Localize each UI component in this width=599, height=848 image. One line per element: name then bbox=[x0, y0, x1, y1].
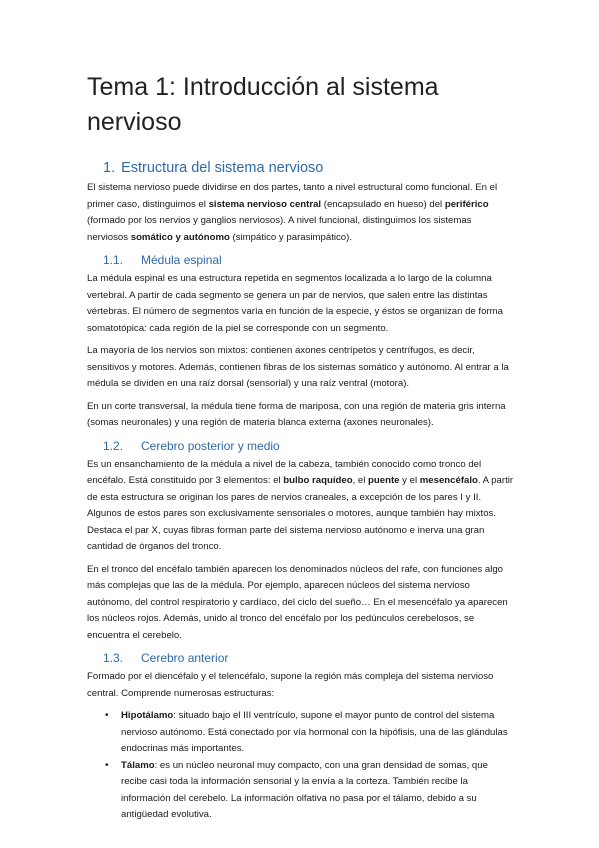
text-run: El sistema nervioso puede dividirse en dos partes, tanto a nivel estructural como funcional. En el primer caso, distinguimos el bbox=[87, 182, 498, 210]
text-run: . A partir de esta estructura se originan los pares de nervios craneales, a excepción de los pares I y II. Algunos de estos pares son exclusivamente sensoriales o motores, aunque también hay mixtos. Destaca el par X, cuyas fibras forman parte del sistema nervioso autónomo e inerva una gran cantidad de órganos del tronco. bbox=[87, 475, 514, 552]
text-run: y el bbox=[399, 475, 420, 486]
bold-term: Hipotálamo bbox=[121, 710, 174, 721]
bold-term: periférico bbox=[444, 198, 489, 210]
bullet-icon: • bbox=[105, 710, 109, 721]
text-run: : situado bajo el III ventrículo, supone el mayor punto de control del sistema nervioso autónomo. Está conectado por vía hormonal con la hipófisis, una de las glándulas endocrinas más importantes. bbox=[121, 710, 508, 754]
bold-term: somático y autónomo bbox=[130, 231, 230, 243]
subsection-number: 1.1. bbox=[103, 253, 124, 267]
paragraph: La mayoría de los nervios son mixtos: contienen axones centrípetos y centrífugos, es decir, sensitivos y motores. Además, contienen fibras de los sistemas somático y autónomo. Al entrar a la médula se dividen en una raíz dorsal (sensorial) y una raíz ventral (motora). bbox=[87, 345, 509, 389]
subsection-title: Médula espinal bbox=[141, 253, 222, 267]
document-title: Tema 1: Introducción al sistema nervioso bbox=[87, 73, 439, 136]
text-run: (simpático y parasimpático). bbox=[229, 231, 352, 243]
bullet-list bbox=[87, 708, 515, 824]
section-title: Estructura del sistema nervioso bbox=[121, 160, 324, 176]
text-run: : es un núcleo neuronal muy compacto, con una gran densidad de somas, que recibe casi toda la información sensorial y la envía a la corteza. También recibe la información del cerebelo. La información olfativa no pasa por el tálamo, debido a su antigüedad evolutiva. bbox=[121, 759, 488, 820]
paragraph: En el tronco del encéfalo también aparecen los denominados núcleos del rafe, con funciones algo más complejas que las de la médula. Por ejemplo, aparecen núcleos del sistema nervioso autónomo, del control respiratorio y cardíaco, del ciclo del sueño… En el mesencéfalo ya aparecen los núcleos rojos. Además, unido al tronco del encéfalo por los pedúnculos cerebelosos, se encuentra el cerebelo. bbox=[87, 563, 508, 641]
bullet-icon: • bbox=[105, 759, 109, 771]
bold-term: Tálamo bbox=[121, 759, 155, 771]
text-run: Es un ensanchamiento de la médula a nivel de la cabeza, también conocido como tronco del encéfalo. Está constituido por 3 elementos: el bbox=[87, 458, 482, 486]
subsection-number: 1.2. bbox=[103, 438, 124, 453]
list-item bbox=[87, 708, 515, 758]
paragraph: Formado por el diencéfalo y el telencéfalo, supone la región más compleja del sistema nervioso central. Comprende numerosas estructuras: bbox=[87, 671, 494, 699]
paragraph: En un corte transversal, la médula tiene forma de mariposa, con una región de materia gris interna (somas neuronales) y una región de materia blanca externa (axones neuronales). bbox=[87, 400, 506, 428]
bold-term: puente bbox=[368, 475, 400, 486]
bold-term: sistema nervioso central bbox=[208, 198, 322, 210]
subsection-heading-1-3 bbox=[103, 650, 515, 667]
bold-term: bulbo raquídeo bbox=[283, 475, 353, 486]
subsection-title: Cerebro posterior y medio bbox=[141, 438, 280, 453]
subsection-title: Cerebro anterior bbox=[141, 651, 229, 665]
subsection-heading-1-1 bbox=[103, 252, 515, 269]
subsection-number: 1.3. bbox=[103, 651, 124, 665]
document-page bbox=[87, 70, 515, 824]
subsection-heading-1-2 bbox=[103, 438, 515, 455]
text-run: (encapsulado en hueso) del bbox=[321, 198, 445, 210]
text-run: (formado por los nervios y ganglios nerviosos). A nivel funcional, distinguimos los sistemas nerviosos bbox=[87, 215, 472, 243]
list-item bbox=[87, 758, 515, 824]
text-run: , el bbox=[352, 475, 369, 486]
section-heading-1 bbox=[103, 158, 515, 178]
paragraph bbox=[87, 457, 515, 556]
bold-term: mesencéfalo bbox=[419, 475, 478, 486]
paragraph: La médula espinal es una estructura repetida en segmentos localizada a lo largo de la columna vertebral. A partir de cada segmento se genera un par de nervios, que salen entre las distintas vértebras. El número de segmentos varía en función de la especie, y éstos se organizan de forma somatotópica: cada región de la piel se corresponde con un segmento. bbox=[87, 273, 503, 334]
paragraph bbox=[87, 180, 515, 246]
section-number: 1. bbox=[103, 160, 116, 176]
